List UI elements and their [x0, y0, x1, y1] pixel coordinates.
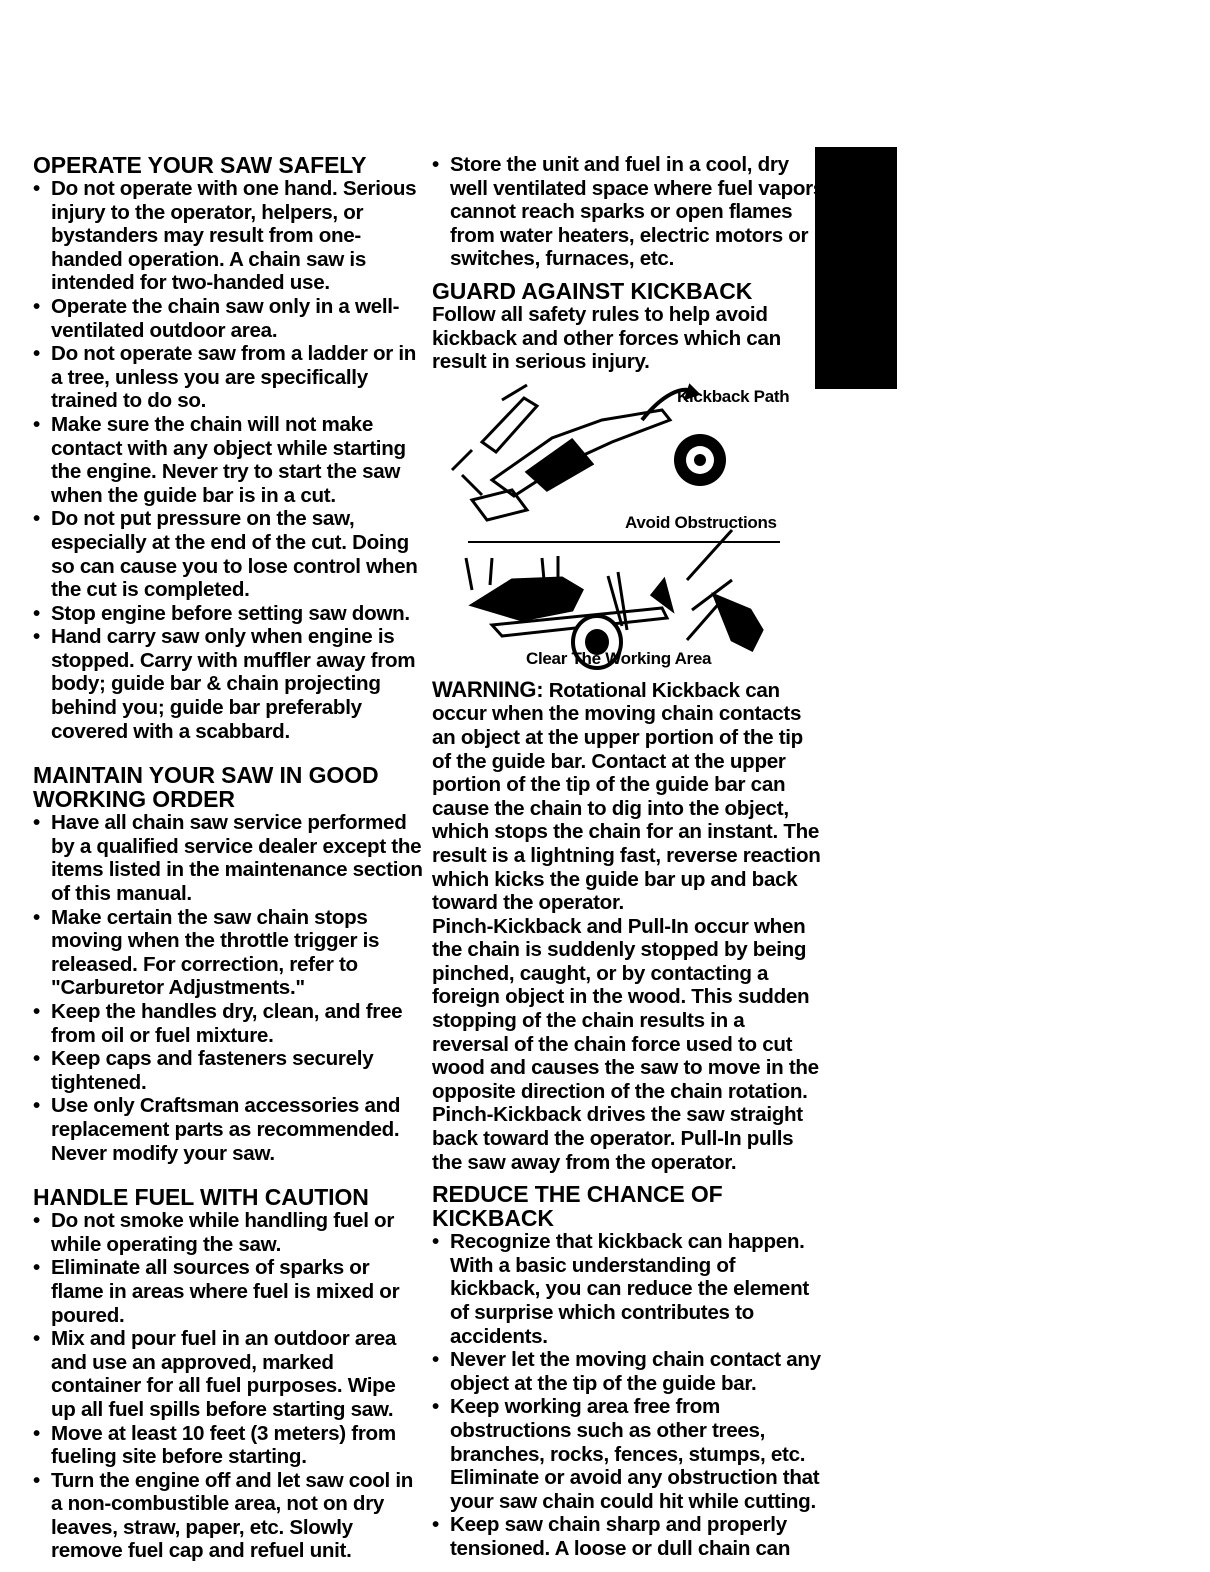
list-item: • Do not operate with one hand. Serious injury to the operator, helpers, or bystanders may result from one-handed operation. A chain saw is intended for two-handed use. [33, 177, 425, 295]
list-item: • Make sure the chain will not make contact with any object while starting the engine. Never try to start the saw when the guide bar is in a cut. [33, 413, 425, 507]
list-item: • Use only Craftsman accessories and replacement parts as recommended. Never modify your saw. [33, 1094, 425, 1165]
label-kickback-path: Kickback Path [677, 386, 790, 406]
store-fuel-list [432, 153, 824, 271]
list-item: • Store the unit and fuel in a cool, dry well ventilated space where fuel vapors cannot reach sparks or open flames from water heaters, electric motors or switches, furnaces, etc. [432, 153, 824, 271]
list-item: • Keep working area free from obstructions such as other trees, branches, rocks, fences, stumps, etc. Eliminate or avoid any obstruction that your saw chain could hit while cutting. [432, 1395, 824, 1513]
heading-maintain-saw: MAINTAIN YOUR SAW IN GOOD WORKING ORDER [33, 762, 379, 813]
kickback-intro: Follow all safety rules to help avoid kickback and other forces which can result in serious injury. [432, 302, 781, 374]
label-avoid-obstructions: Avoid Obstructions [625, 512, 777, 532]
list-item: • Keep the handles dry, clean, and free from oil or fuel mixture. [33, 1000, 425, 1047]
list-item: • Never let the moving chain contact any object at the tip of the guide bar. [432, 1348, 824, 1395]
left-column [33, 153, 425, 1563]
warning-paragraph [432, 678, 824, 915]
pinch-kickback-paragraph: Pinch-Kickback and Pull-In occur when the chain is suddenly stopped by being pinched, caught, or by contacting a foreign object in the wood. This sudden stopping of the chain results in a reversal of the chain force used to cut wood and causes the saw to move in the opposite direction of the chain rotation. Pinch-Kickback drives the saw straight back toward the operator. Pull-In pulls the saw away from the operator. [432, 914, 819, 1174]
figure-caption: Clear The Working Area [526, 648, 712, 668]
list-item: • Keep caps and fasteners securely tightened. [33, 1047, 425, 1094]
maintain-saw-list [33, 811, 425, 1165]
warning-text: Rotational Kickback can occur when the moving chain contacts an object at the upper portion of the tip of the guide bar. Contact at the upper portion of the tip of the guide bar can cause the chain to dig into the object, which stops the chain for an instant. The result is a lightning fast, reverse reaction which kicks the guide bar up and back toward the operator. [432, 678, 821, 915]
list-item: • Do not put pressure on the saw, especially at the end of the cut. Doing so can cause you to lose control when the cut is completed. [33, 507, 425, 601]
heading-operate-safely: OPERATE YOUR SAW SAFELY [33, 152, 367, 178]
list-item: • Recognize that kickback can happen. With a basic understanding of kickback, you can reduce the element of surprise which contributes to accidents. [432, 1230, 824, 1348]
heading-guard-kickback: GUARD AGAINST KICKBACK [432, 277, 753, 304]
section-tab-marker [815, 147, 897, 389]
list-item: • Turn the engine off and let saw cool in a non-combustible area, not on dry leaves, straw, paper, etc. Slowly remove fuel cap and refuel unit. [33, 1469, 425, 1563]
list-item: • Do not smoke while handling fuel or while operating the saw. [33, 1209, 425, 1256]
list-item: • Stop engine before setting saw down. [33, 602, 425, 626]
list-item: • Do not operate saw from a ladder or in a tree, unless you are specifically trained to do so. [33, 342, 425, 413]
list-item: • Eliminate all sources of sparks or flame in areas where fuel is mixed or poured. [33, 1256, 425, 1327]
heading-reduce-kickback: REDUCE THE CHANCE OF KICKBACK [432, 1181, 723, 1232]
heading-handle-fuel: HANDLE FUEL WITH CAUTION [33, 1184, 369, 1211]
list-item: • Hand carry saw only when engine is stopped. Carry with muffler away from body; guide bar & chain projecting behind you; guide bar preferably covered with a scabbard. [33, 625, 425, 743]
list-item: • Keep saw chain sharp and properly tensioned. A loose or dull chain can [432, 1513, 824, 1560]
list-item: • Make certain the saw chain stops moving when the throttle trigger is released. For correction, refer to "Carburetor Adjustments." [33, 906, 425, 1000]
handle-fuel-list [33, 1209, 425, 1563]
list-item: • Have all chain saw service performed by a qualified service dealer except the items listed in the maintenance section of this manual. [33, 811, 425, 905]
list-item: • Mix and pour fuel in an outdoor area and use an approved, marked container for all fuel purposes. Wipe up all fuel spills before starting saw. [33, 1327, 425, 1421]
list-item: • Move at least 10 feet (3 meters) from fueling site before starting. [33, 1422, 425, 1469]
warning-label: WARNING: [432, 676, 544, 702]
reduce-kickback-list [432, 1230, 824, 1560]
list-item: • Operate the chain saw only in a well-ventilated outdoor area. [33, 295, 425, 342]
right-column [432, 153, 824, 1561]
kickback-illustration [432, 380, 824, 670]
operate-safely-list [33, 177, 425, 743]
